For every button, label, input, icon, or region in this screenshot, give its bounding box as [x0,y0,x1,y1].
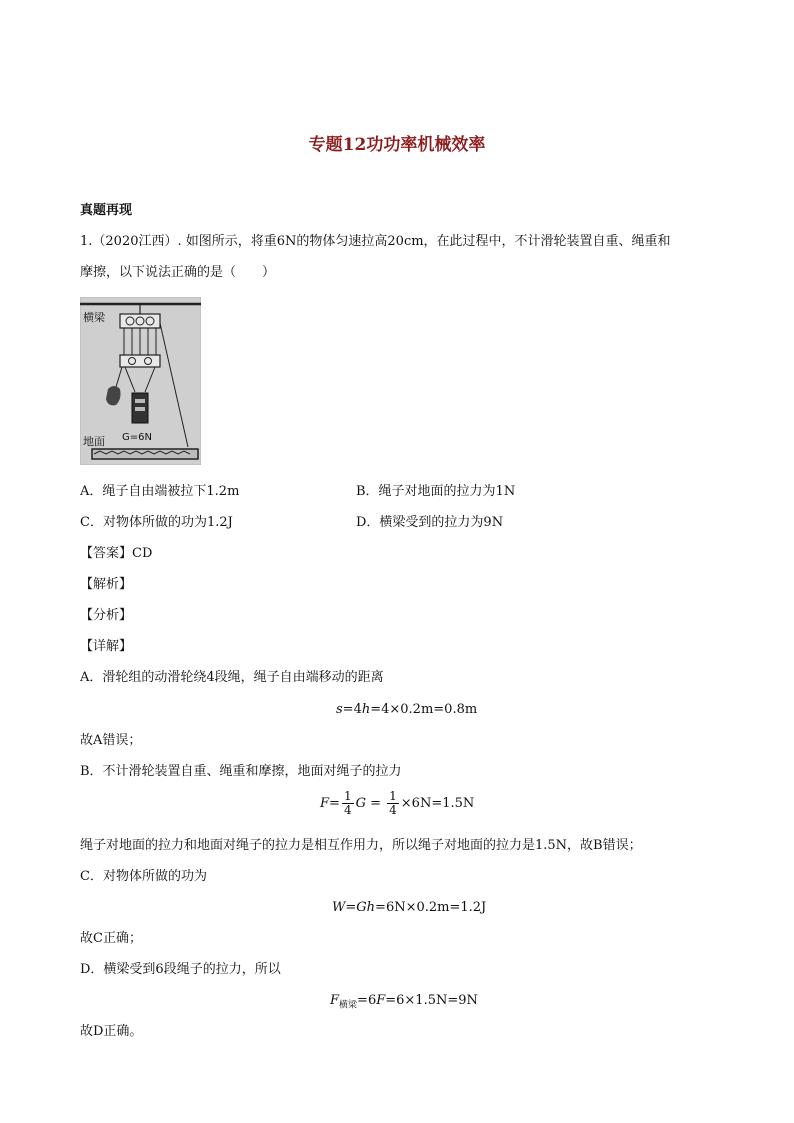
formula-c: W=Gh=6N×0.2m=1.2J [332,900,487,915]
formula-d: $F_{横梁}=6F=6\times 1.5N=9N$ [330,993,478,1011]
option-c: C．对物体所做的功为1.2J [80,515,233,530]
solution-b-text: B．不计滑轮装置自重、绳重和摩擦，地面对绳子的拉力 [80,764,402,779]
page-title: 专题12功功率机械效率 [308,135,486,155]
answer-label: 【答案】CD [80,546,153,561]
ground-label: 地面 [83,435,105,448]
pulley-figure [80,297,201,465]
var-h: h [361,702,371,717]
weight-label: G=6N [122,432,152,443]
var-s: s [336,702,343,717]
fraction-1: $\frac{1}{4}$ [343,789,352,817]
solution-c-text: C．对物体所做的功为 [80,869,207,884]
solution-c-conclusion: 故C正确； [80,931,142,946]
solution-d-text: D．横梁受到6段绳子的拉力，所以 [80,962,281,977]
xiangjie-label: 【详解】 [80,639,133,654]
formula-a: s=4h=4×0.2m=0.8m [336,702,478,717]
option-b: B．绳子对地面的拉力为1N [356,484,516,499]
option-d: D．横梁受到的拉力为9N [356,515,504,530]
fenxi-label: 【分析】 [80,608,133,623]
section-heading: 真题再现 [80,203,133,218]
ground-slab [92,449,198,459]
solution-a-text: A．滑轮组的动滑轮绕4段绳，绳子自由端移动的距离 [80,670,384,685]
option-a: A．绳子自由端被拉下1.2m [80,484,240,499]
question-line-1: 1.（2020江西）. 如图所示，将重6N的物体匀速拉高20cm，在此过程中，不计滑轮装置自重、绳重和 [80,234,671,249]
solution-b-conclusion: 绳子对地面的拉力和地面对绳子的拉力是相互作用力，所以绳子对地面的拉力是1.5N，故B错误； [80,838,642,853]
question-line-2: 摩擦，以下说法正确的是（ ） [80,265,276,280]
solution-d-conclusion: 故D正确。 [80,1024,143,1039]
solution-a-conclusion: 故A错误； [80,733,142,748]
analysis-label: 【解析】 [80,577,133,592]
beam-label: 横梁 [83,311,105,324]
fraction-2: $\frac{1}{4}$ [389,789,397,817]
movable-pulley-block [120,355,160,367]
formula-b: F= $\frac{1}{4}$ G = $\frac{1}{4}$ ×6N=1.5N [320,789,475,817]
